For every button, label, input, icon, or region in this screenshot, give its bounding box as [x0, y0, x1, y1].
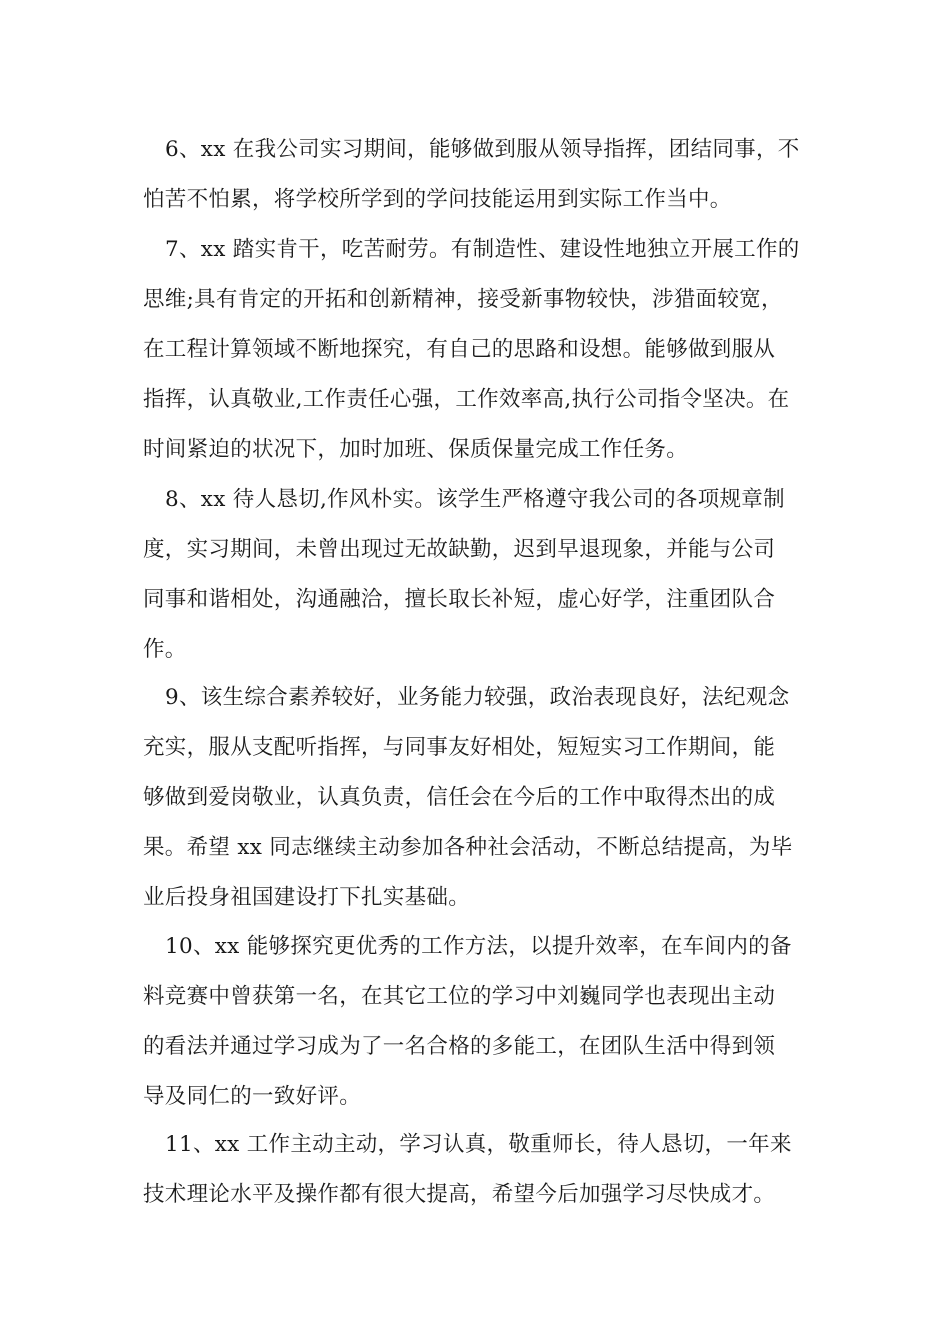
text-line: 果。希望 xx 同志继续主动参加各种社会活动，不断总结提高，为毕: [143, 835, 793, 860]
text-line: 的看法并通过学习成为了一名合格的多能工，在团队生活中得到领: [143, 1034, 776, 1059]
paragraph-8: [143, 475, 808, 675]
text-line: 度，实习期间，未曾出现过无故缺勤，迟到早退现象，并能与公司: [143, 537, 776, 562]
paragraph-11: [143, 1120, 808, 1220]
text-line: 同事和谐相处，沟通融洽，擅长取长补短，虚心好学，注重团队合: [143, 587, 776, 612]
text-line: 10、xx 能够探究更优秀的工作方法，以提升效率，在车间内的备: [165, 934, 792, 959]
text-line: 导及同仁的一致好评。: [143, 1084, 362, 1109]
text-line: 够做到爱岗敬业，认真负责，信任会在今后的工作中取得杰出的成: [143, 785, 776, 810]
paragraph-6: [143, 125, 808, 225]
text-line: 在工程计算领域不断地探究，有自己的思路和设想。能够做到服从: [143, 337, 776, 362]
text-line: 业后投身祖国建设打下扎实基础。: [143, 885, 471, 910]
text-line: 7、xx 踏实肯干，吃苦耐劳。有制造性、建设性地独立开展工作的: [165, 237, 800, 262]
text-line: 作。: [143, 637, 187, 662]
text-line: 8、xx 待人恳切,作风朴实。该学生严格遵守我公司的各项规章制: [165, 487, 785, 512]
text-line: 9、该生综合素养较好，业务能力较强，政治表现良好，法纪观念: [165, 685, 790, 710]
paragraph-9: [143, 673, 808, 923]
text-line: 时间紧迫的状况下，加时加班、保质保量完成工作任务。: [143, 437, 689, 462]
paragraph-10: [143, 922, 808, 1122]
text-line: 指挥，认真敬业,工作责任心强，工作效率高,执行公司指令坚决。在: [143, 387, 790, 412]
text-line: 怕苦不怕累，将学校所学到的学问技能运用到实际工作当中。: [143, 187, 732, 212]
text-line: 11、xx 工作主动主动，学习认真，敬重师长，待人恳切，一年来: [165, 1132, 792, 1157]
text-line: 充实，服从支配听指挥，与同事友好相处，短短实习工作期间，能: [143, 735, 776, 760]
text-line: 技术理论水平及操作都有很大提高，希望今后加强学习尽快成才。: [143, 1182, 776, 1207]
paragraph-7: [143, 225, 808, 475]
text-line: 6、xx 在我公司实习期间，能够做到服从领导指挥，团结同事，不: [165, 137, 800, 162]
text-line: 料竞赛中曾获第一名，在其它工位的学习中刘巍同学也表现出主动: [143, 984, 776, 1009]
text-line: 思维;具有肯定的开拓和创新精神，接受新事物较快，涉猎面较宽，: [143, 287, 783, 312]
